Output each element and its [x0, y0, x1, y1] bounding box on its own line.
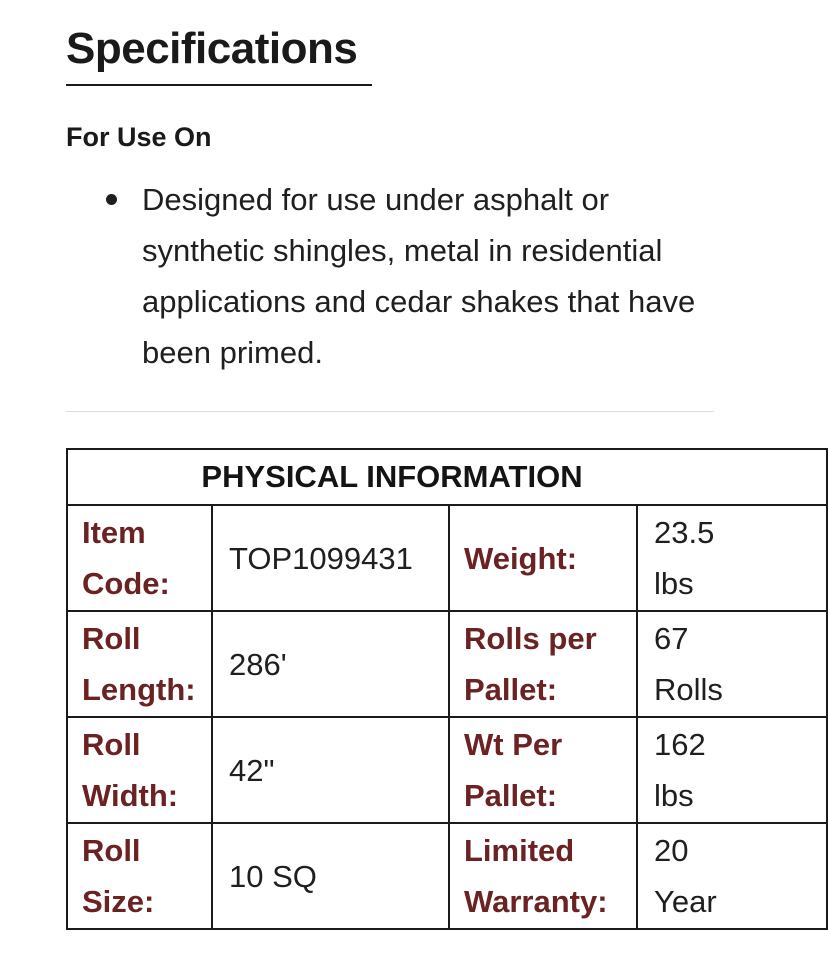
weight-label: Weight:	[449, 505, 637, 611]
bullet-icon	[106, 194, 117, 205]
table-header-row	[67, 449, 827, 505]
table-row	[67, 823, 827, 929]
table-title: PHYSICAL INFORMATION	[67, 449, 827, 505]
wt-per-pallet-value	[637, 717, 827, 823]
table-row	[67, 505, 827, 611]
for-use-on-heading: For Use On	[66, 122, 212, 152]
table-row	[67, 611, 827, 717]
divider	[66, 411, 714, 412]
weight-value	[637, 505, 827, 611]
physical-information-table-wrapper	[66, 448, 723, 938]
table-row	[67, 717, 827, 823]
limited-warranty-label: Limited Warranty:	[449, 823, 637, 929]
limited-warranty-value-text: 20 Year	[654, 833, 717, 919]
roll-size-label: Roll Size:	[67, 823, 212, 929]
roll-width-label: Roll Width:	[67, 717, 212, 823]
wt-per-pallet-label: Wt Per Pallet:	[449, 717, 637, 823]
item-code-value: TOP1099431	[212, 505, 449, 611]
physical-information-table	[66, 448, 828, 930]
rolls-per-pallet-value	[637, 611, 827, 717]
page-title: Specifications	[66, 24, 358, 73]
heading-underline	[66, 22, 372, 86]
for-use-on-list	[66, 174, 716, 378]
list-item-text: Designed for use under asphalt or synthetic shingles, metal in residential applications and cedar shakes that have been primed.	[142, 182, 696, 370]
weight-value-text: 23.5 lbs	[654, 515, 715, 601]
rolls-per-pallet-value-text: 67 Rolls	[654, 621, 723, 707]
roll-size-value: 10 SQ	[212, 823, 449, 929]
roll-length-label: Roll Length:	[67, 611, 212, 717]
roll-width-value: 42"	[212, 717, 449, 823]
wt-per-pallet-value-text: 162 lbs	[654, 727, 706, 813]
list-item	[66, 174, 716, 378]
item-code-label: Item Code:	[67, 505, 212, 611]
roll-length-value: 286'	[212, 611, 449, 717]
limited-warranty-value	[637, 823, 827, 929]
rolls-per-pallet-label: Rolls per Pallet:	[449, 611, 637, 717]
